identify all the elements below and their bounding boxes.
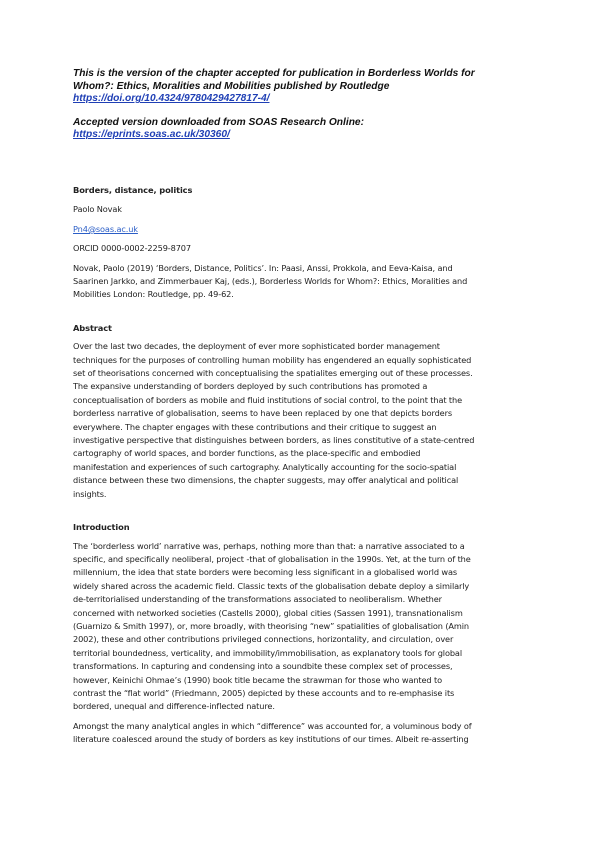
orcid: ORCID 0000-0002-2259-8707 [73,243,191,254]
abstract-line: set of theorisations concerned with conceptualising the spatialites emerging out of these processes. [73,368,473,379]
abstract-line: The expansive understanding of borders deployed by such contributions has promoted a [73,381,428,392]
abstract-line: techniques for the purposes of controlling human mobility has engendered an equally sophisticated [73,354,472,365]
abstract-line: cartography of world spaces, and border functions, as the place-specific and embodied [73,448,421,459]
chapter-title: Borders, distance, politics [73,184,193,195]
abstract-line: manifestation and experiences of such cartography. Analytically accounting for the socio-spatial [73,461,457,472]
cover-note-line: This is the version of the chapter accepted for publication in Borderless Worlds for [73,68,475,79]
intro-line: transformations. In capturing and condensing into a soundbite these complex set of processes, [73,661,453,672]
abstract-line: everywhere. The chapter engages with these contributions and their critique to suggest an [73,421,437,432]
intro-line: 2002), these and other contributions privileged connections, horizontality, and circulation, over [73,634,454,645]
abstract-line: investigative perspective that distinguishes between borders, as lines constitutive of a state-centred [73,435,475,446]
intro-line: however, Keinichi Ohmae’s (1990) book title became the strawman for those who wanted to [73,674,442,685]
abstract-line: distance between these two dimensions, the chapter suggests, may offer analytical and political [73,475,459,486]
chapter-body [73,184,522,747]
abstract-paragraph [73,340,522,501]
abstract-line: Over the last two decades, the deployment of ever more sophisticated border management [73,341,440,352]
author-email-link[interactable]: Pn4@soas.ac.uk [73,223,138,234]
intro-line: contrast the “flat world” (Friedmann, 2005) depicted by these accounts and to re-emphasise its [73,687,455,698]
document-page [73,68,522,753]
citation-line: Novak, Paolo (2019) ‘Borders, Distance, Politics’. In: Paasi, Anssi, Prokkola, and Eeva-Kaisa, and [73,262,453,273]
author-name: Paolo Novak [73,204,122,215]
intro-line: territorial boundedness, verticality, and immobility/immobilisation, as explanatory tools for global [73,647,462,658]
intro-line: concerned with networked societies (Castells 2000), global cities (Sassen 1991), transnationalism [73,607,463,618]
abstract-heading: Abstract [73,322,112,333]
intro-line: literature coalesced around the study of borders as key institutions of our times. Albeit re-asserting [73,734,469,745]
intro-line: (Guarnizo & Smith 1997), or, more broadly, with theorising “new” spatialities of globalisation (Amin [73,620,469,631]
intro-line: The ‘borderless world’ narrative was, perhaps, nothing more than that: a narrative associated to a [73,540,465,551]
intro-line: de-territorialised understanding of the transformations associated to neoliberalism. Whether [73,594,442,605]
abstract-line: borderless narrative of globalisation, seems to have been replaced by one that depicts borders [73,408,452,419]
intro-line: specific, and specifically neoliberal, project -that of globalisation in the 1990s. Yet, at the turn of the [73,553,471,564]
intro-line: Amongst the many analytical angles in which “difference” was accounted for, a voluminous body of [73,720,472,731]
intro-line: widely shared across the academic field. Classic texts of the globalisation debate deploy a similarly [73,580,470,591]
cover-note-line: Whom?: Ethics, Moralities and Mobilities published by Routledge [73,80,390,92]
intro-line: millennium, the idea that state borders were becoming less significant in a globalised world was [73,567,458,578]
doi-link[interactable]: https://doi.org/10.4324/9780429427817-4/ [73,93,270,105]
download-label: Accepted version downloaded from SOAS Research Online: [73,116,364,128]
citation-line: Mobilities London: Routledge, pp. 49-62. [73,289,234,300]
introduction-paragraph-1 [73,540,522,714]
citation-line: Saarinen Jarkko, and Zimmerbauer Kaj, (eds.), Borderless Worlds for Whom?: Ethics, Moralities and [73,276,468,286]
eprint-link[interactable]: https://eprints.soas.ac.uk/30360/ [73,129,230,141]
abstract-line: insights. [73,488,107,499]
cover-note [73,68,522,142]
intro-line: bordered, unequal and difference-inflected nature. [73,701,275,712]
citation [73,262,522,302]
abstract-line: conceptualisation of borders as mobile and fluid institutions of social control, to the point that the [73,394,463,405]
introduction-heading: Introduction [73,522,130,533]
introduction-paragraph-2 [73,720,522,747]
